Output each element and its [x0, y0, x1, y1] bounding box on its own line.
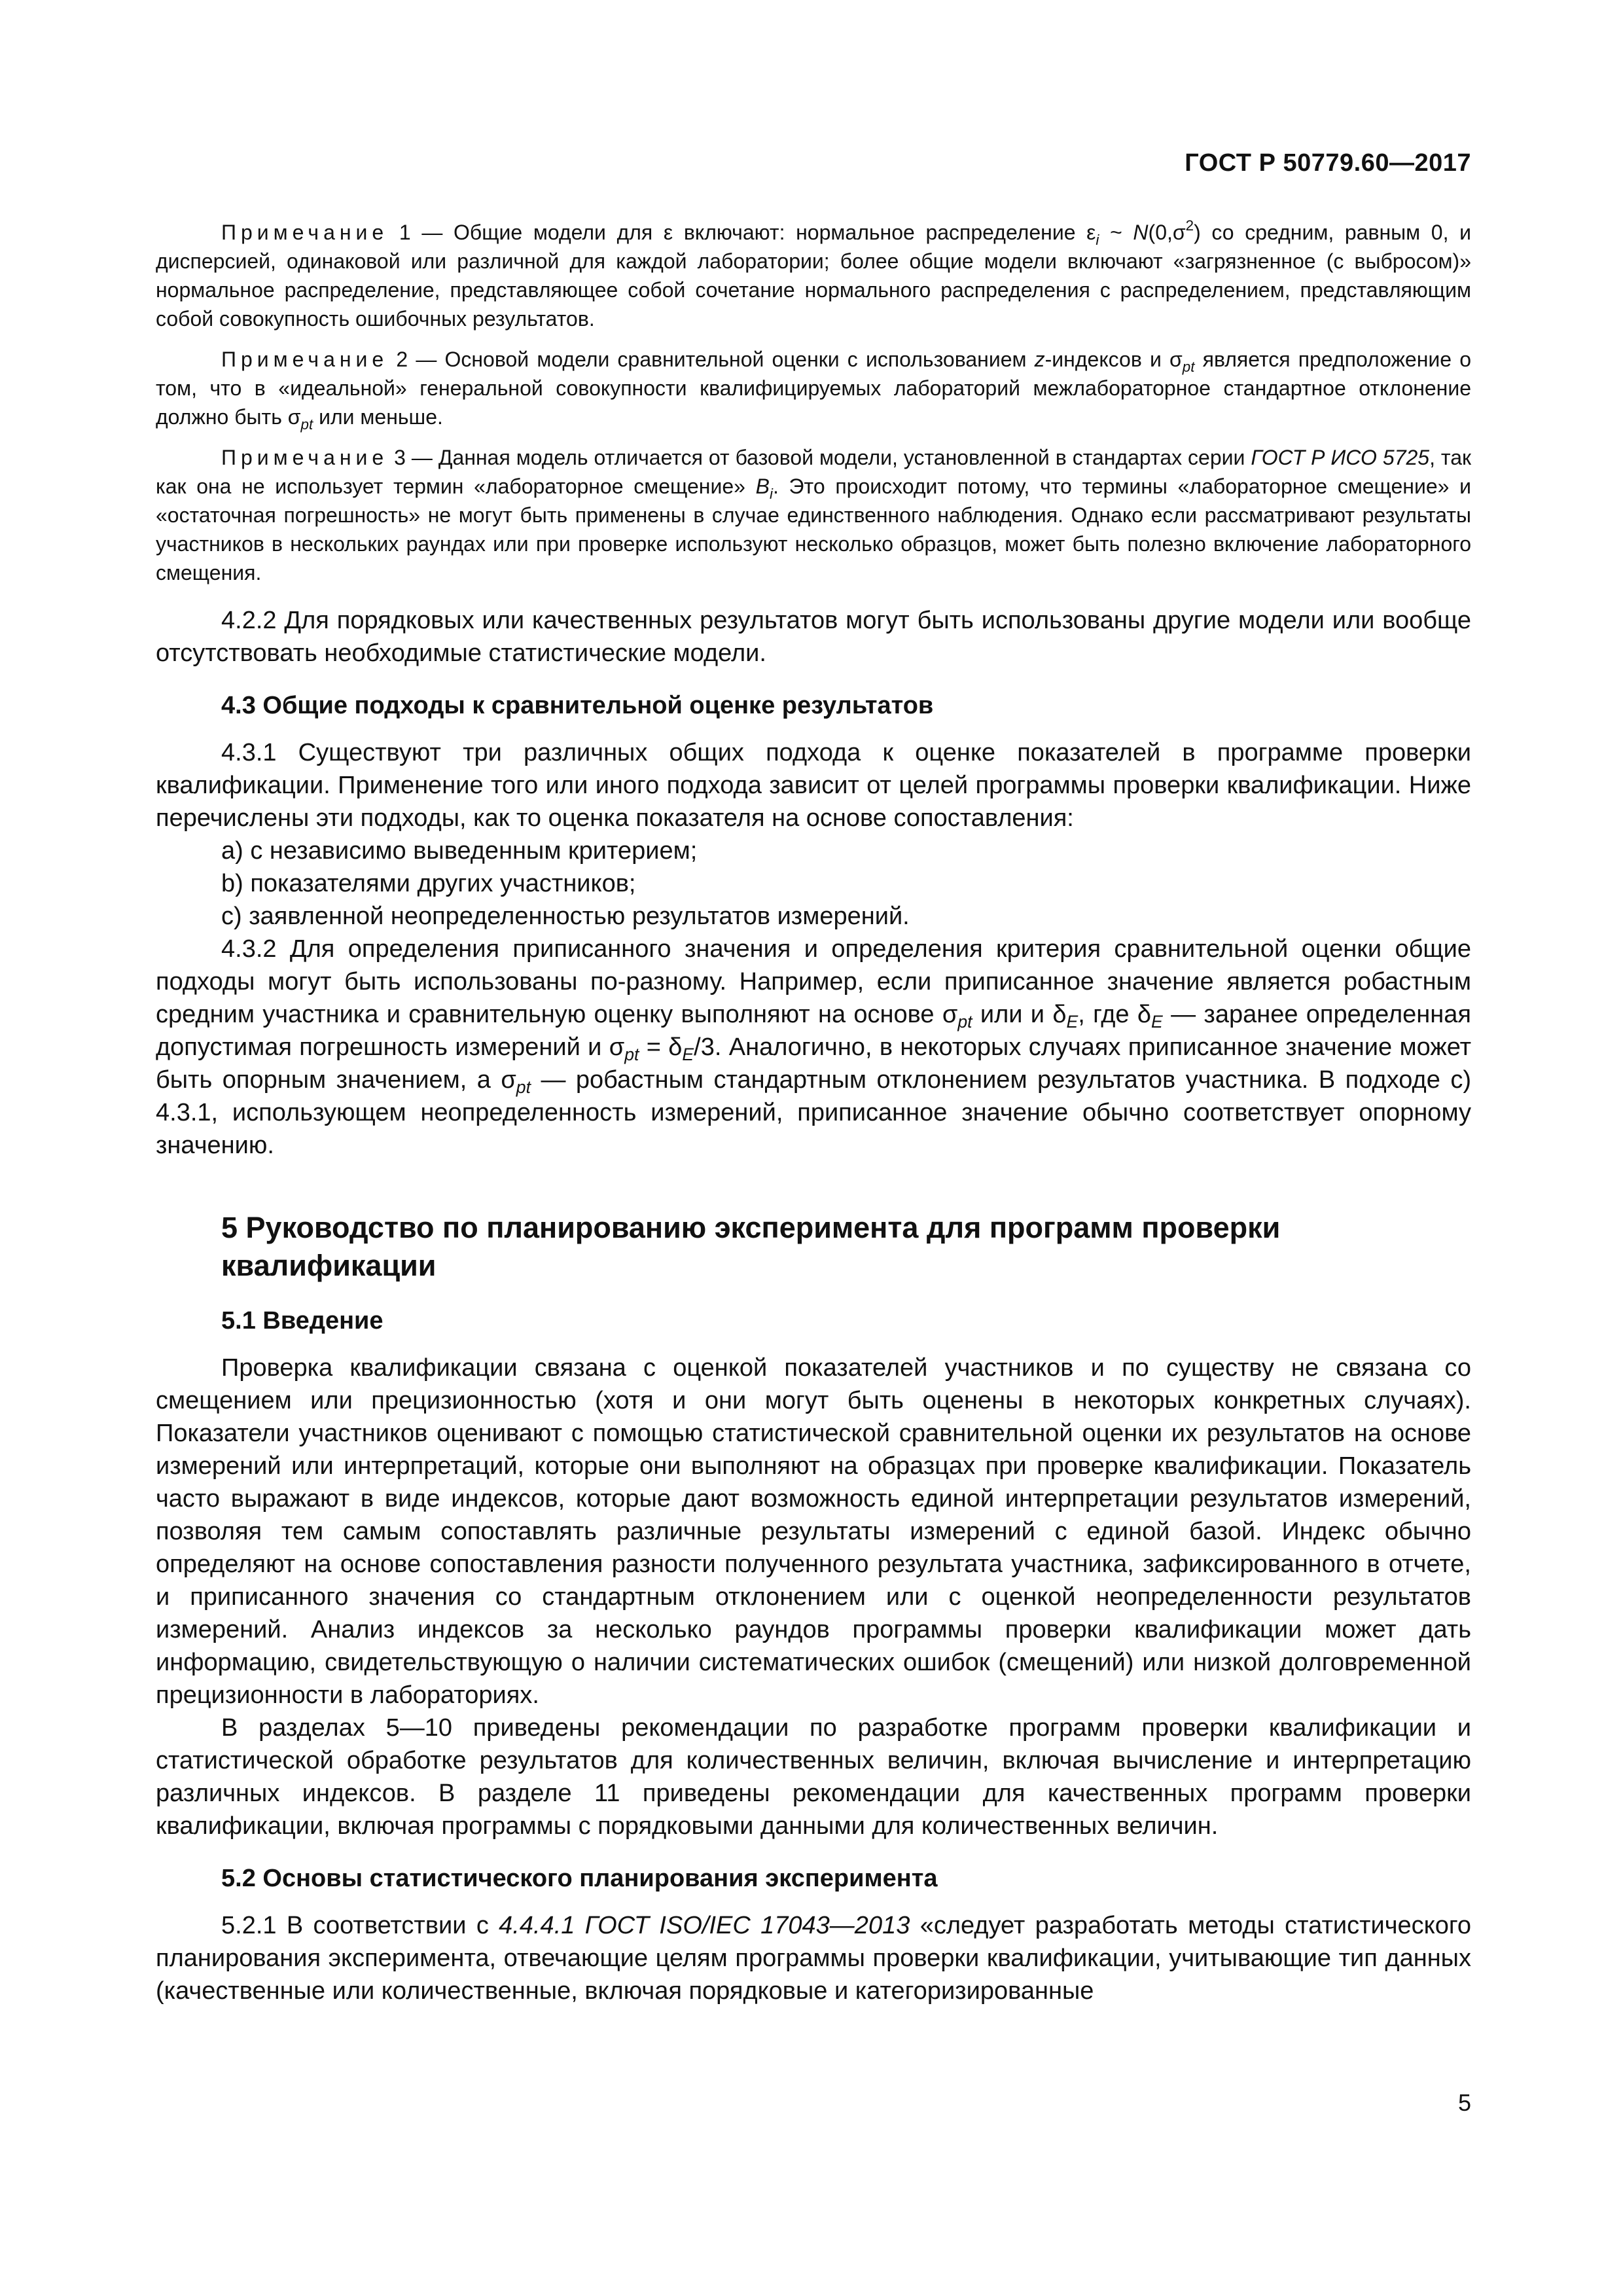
note-text: 2 — Основой модели сравнительной оценки с использованием z-индексов и $\sigma_{pt}$ является предположение о том, что в «идеальной» генеральной совокупности квалифицируемых лабораторий межлабораторное стандартное отклонение должно быть $\sigma_{pt}$ или меньше. — [156, 348, 1471, 433]
paragraph-5-1-a: Проверка квалификации связана с оценкой показателей участников и по существу не связана со смещением или прецизионностью (хотя и они могут быть оценены в некоторых конкретных случаях). Показатели участников оценивают с помощью статистической сравнительной оценки их результатов на основе измерений или интерпретаций, которые они выполняют на образцах при проверке квалификации. Показатель часто выражают в виде индексов, которые дают возможность единой интерпретации результатов измерений, позволяя тем самым сопоставлять различные результаты измерений с единой базой. Индекс обычно определяют на основе сопоставления разности полученного результата участника, зафиксированного в отчете, и приписанного значения со стандартным отклонением или с оценкой неопределенности результатов измерений. Анализ индексов за несколько раундов программы проверки квалификации может дать информацию, свидетельствующую о наличии систематических ошибок (смещений) или низкой долговременной прецизионности в лабораториях. — [156, 1354, 1471, 1709]
paragraph-4-2-2: 4.2.2 Для порядковых или качественных результатов могут быть использованы другие модели или вообще отсутствовать необходимые статистические модели. — [156, 607, 1471, 667]
note-3 — [156, 443, 1471, 587]
paragraph-4-3-2: 4.3.2 Для определения приписанного значения и определения критерия сравнительной оценки общие подходы могут быть использованы по-разному. Например, если приписанное значение является робастным средним участника и сравнительную оценку выполняют на основе $\sigma_{pt}$ или и $\delta_E$, где $\delta_E$ — заранее определенная допустимая погрешность измерений и $\sigma_{pt} = \delta_E/3$. Аналогично, в некоторых случаях приписанное значение может быть опорным значением, а $\sigma_{pt}$ — робастным стандартным отклонением результатов участника. В подходе c) 4.3.1, использующем неопределенность измерений, приписанное значение обычно соответствует опорному значению. — [156, 935, 1472, 1159]
list-item: c) заявленной неопределенностью результатов измерений. — [221, 903, 910, 930]
heading-section-5: 5 Руководство по планированию эксперимента для программ проверки квалификации — [221, 1211, 1281, 1282]
list-item: a) с независимо выведенным критерием; — [221, 837, 698, 865]
document-header: ГОСТ Р 50779.60—2017 — [1185, 149, 1471, 177]
paragraph-5-1-b: В разделах 5—10 приведены рекомендации по разработке программ проверки квалификации и статистической обработке результатов для количественных величин, включая вычисление и интерпретацию различных индексов. В разделе 11 приведены рекомендации для качественных программ проверки квалификации, включая программы с порядковыми данными для количественных величин. — [156, 1714, 1471, 1840]
note-label: Примечание — [221, 221, 389, 244]
document-page — [156, 149, 1471, 2007]
note-1 — [156, 218, 1471, 333]
list-item: b) показателями других участников; — [221, 870, 636, 897]
page-number: 5 — [1457, 2089, 1471, 2116]
heading-5-2: 5.2 Основы статистического планирования эксперимента — [221, 1865, 938, 1892]
note-label: Примечание — [221, 446, 389, 469]
heading-5-1: 5.1 Введение — [221, 1307, 383, 1335]
paragraph-5-2-1: 5.2.1 В соответствии с 4.4.4.1 ГОСТ ISO/IEC 17043—2013 «следует разработать методы статистического планирования эксперимента, отвечающие целям программы проверки квалификации, учитывающие тип данных (качественные или количественные, включая порядковые и категоризированные — [156, 1912, 1471, 2005]
paragraph-4-3-1: 4.3.1 Существуют три различных общих подхода к оценке показателей в программе проверки квалификации. Применение того или иного подхода зависит от целей программы проверки квалификации. Ниже перечислены эти подходы, как то оценка показателя на основе сопоставления: — [156, 739, 1471, 832]
note-label: Примечание — [221, 348, 389, 371]
heading-4-3: 4.3 Общие подходы к сравнительной оценке результатов — [221, 692, 934, 719]
note-2 — [156, 345, 1471, 431]
note-text: 3 — Данная модель отличается от базовой модели, установленной в стандартах серии ГОСТ Р ИСО 5725, так как она не использует термин «лабораторное смещение» $B_i$. Это происходит потому, что термины «лабораторное смещение» и «остаточная погрешность» не могут быть применены в случае единственного наблюдения. Однако если рассматривают результаты участников в нескольких раундах или при проверке используют несколько образцов, может быть полезно включение лабораторного смещения. — [156, 446, 1472, 584]
note-text: 1 — Общие модели для ε включают: нормальное распределение $\varepsilon_i$ ~ $N(0,\sigma^2)$ со средним, равным 0, и дисперсией, одинаковой или различной для каждой лаборатории; более общие модели включают «загрязненное (с выбросом)» нормальное распределение, представляющее собой сочетание нормального распределения с распределением, представляющим собой совокупность ошибочных результатов. — [156, 217, 1472, 331]
